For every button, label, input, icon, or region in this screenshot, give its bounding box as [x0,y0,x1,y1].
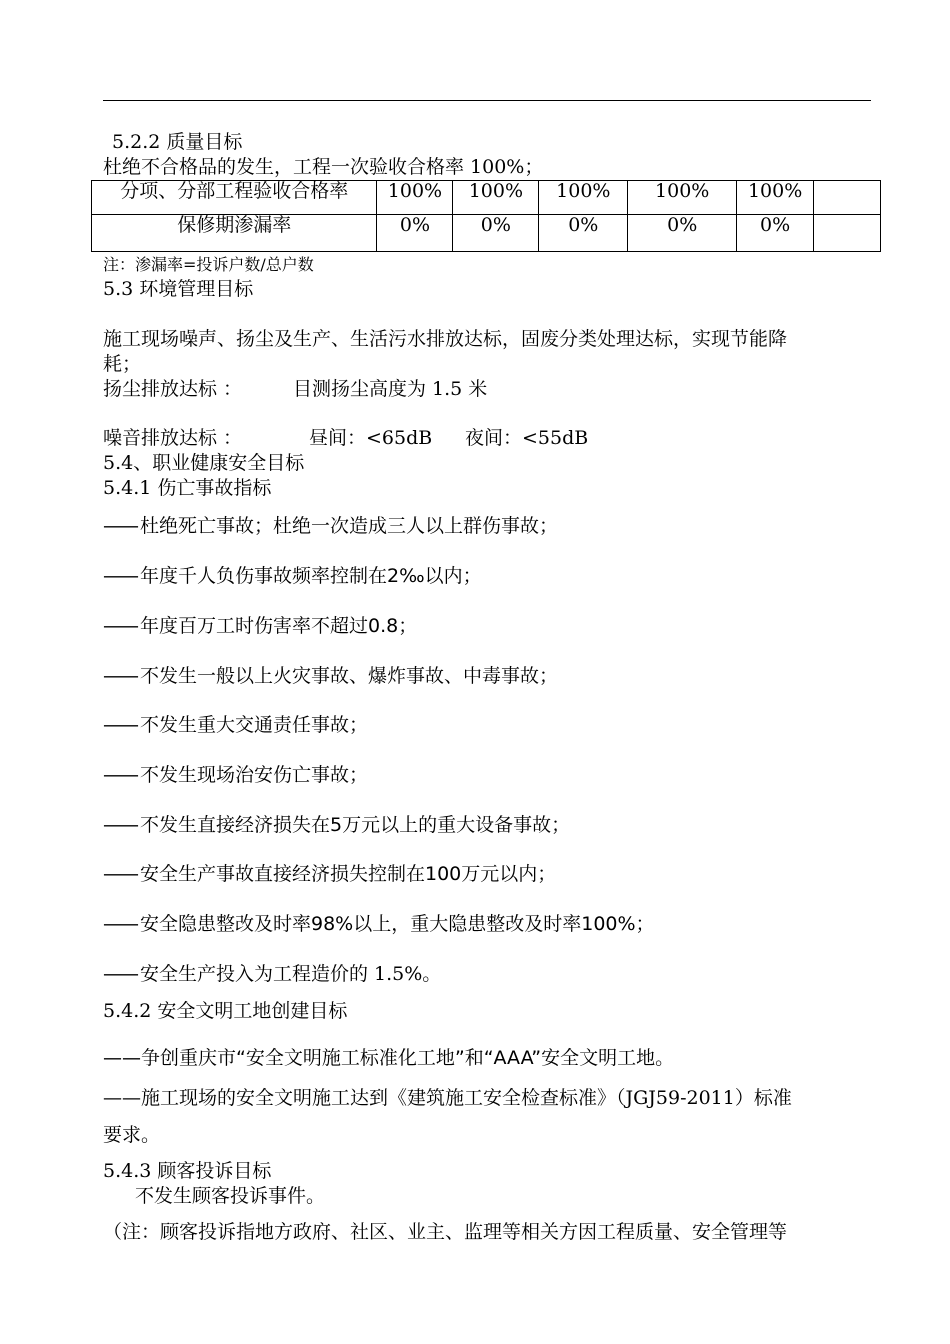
noise-night: 夜间：<55dB [465,427,589,449]
list-item: —— 不发生直接经济损失在5万元以上的重大设备事故； [103,814,571,836]
dash-mark: —— [103,764,137,786]
table-cell: 0% [377,215,453,252]
quality-table [91,180,881,252]
list-item: —— 安全生产事故直接经济损失控制在100万元以内； [103,863,557,885]
list-item: —— 不发生重大交通责任事故； [103,714,369,736]
dash-mark: —— [103,863,137,885]
table-cell: 100% [377,181,453,215]
list-item: —— 安全隐患整改及时率98%以上，重大隐患整改及时率100%； [103,913,655,935]
list-item: —— 不发生一般以上火灾事故、爆炸事故、中毒事故； [103,665,559,687]
site-target-heading: 5.4.2 安全文明工地创建目标 [103,1000,348,1022]
table-cell [814,215,881,252]
list-item: —— 杜绝死亡事故；杜绝一次造成三人以上群伤事故； [103,515,559,537]
complaint-target-heading: 5.4.3 顾客投诉目标 [103,1160,272,1182]
table-cell: 0% [453,215,539,252]
table-row-label: 分项、分部工程验收合格率 [92,181,377,215]
noise-label: 噪音排放达标 ： [103,427,243,449]
table-cell: 0% [539,215,628,252]
table-cell: 100% [737,181,814,215]
environment-paragraph-line1: 施工现场噪声、扬尘及生产、生活污水排放达标，固废分类处理达标，实现节能降 [103,328,788,350]
dash-mark: —— [103,913,137,935]
site-target-item-line2: 要求。 [103,1124,161,1146]
table-cell [814,181,881,215]
quality-statement: 杜绝不合格品的发生，工程一次验收合格率 100%； [103,156,544,178]
table-cell: 0% [628,215,737,252]
dash-mark: —— [103,615,137,637]
environment-paragraph-line2: 耗； [103,353,142,375]
list-item: —— 年度千人负伤事故频率控制在2‰以内； [103,565,482,587]
complaint-text: 不发生顾客投诉事件。 [135,1185,326,1207]
table-cell: 0% [737,215,814,252]
quality-note: 注：渗漏率=投诉户数/总户数 [103,255,314,274]
table-cell: 100% [453,181,539,215]
list-item: —— 年度百万工时伤害率不超过0.8； [103,615,418,637]
safety-heading: 5.4、职业健康安全目标 [103,452,305,474]
dash-mark: —— [103,565,137,587]
table-row [92,181,881,215]
table-cell: 100% [628,181,737,215]
dust-label: 扬尘排放达标 ： [103,378,243,400]
header-rule [103,100,871,101]
table-row [92,215,881,252]
site-target-item-line1: ——施工现场的安全文明施工达到《建筑施工安全检查标准》（JGJ59-2011）标准 [103,1087,792,1109]
list-item: —— 不发生现场治安伤亡事故； [103,764,369,786]
noise-day: 昼间：<65dB [309,427,433,449]
quality-heading: 5.2.2 质量目标 [112,131,243,153]
dust-value: 目测扬尘高度为 1.5 米 [293,378,488,400]
list-item: —— 安全生产投入为工程造价的 1.5%。 [103,963,442,985]
table-cell: 100% [539,181,628,215]
dash-mark: —— [103,515,137,537]
dash-mark: —— [103,814,137,836]
complaint-note: （注：顾客投诉指地方政府、社区、业主、监理等相关方因工程质量、安全管理等 [103,1221,788,1243]
environment-heading: 5.3 环境管理目标 [103,278,254,300]
injury-target-heading: 5.4.1 伤亡事故指标 [103,477,272,499]
dash-mark: —— [103,963,137,985]
dash-mark: —— [103,714,137,736]
dash-mark: —— [103,665,137,687]
table-row-label: 保修期渗漏率 [92,215,377,252]
site-target-item: ——争创重庆市“安全文明施工标准化工地”和“AAA”安全文明工地。 [103,1047,675,1069]
